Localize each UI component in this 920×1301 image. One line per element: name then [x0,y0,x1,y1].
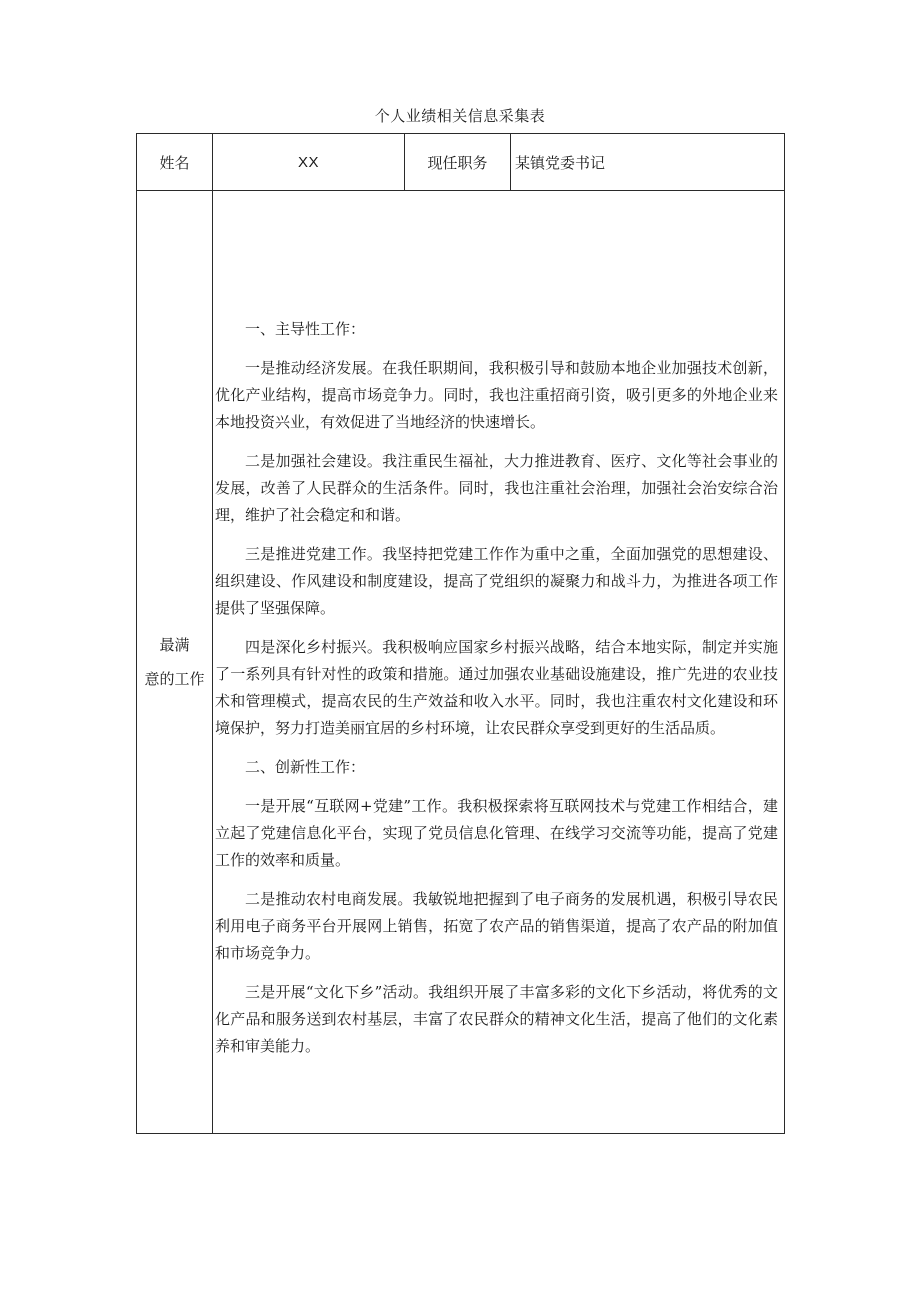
paragraph-society: 二是加强社会建设。我注重民生福祉，大力推进教育、医疗、文化等社会事业的发展，改善了人民群众的生活条件。同时，我也注重社会治理，加强社会治安综合治理，维护了社会稳定和和谐。 [215,452,778,524]
paragraph-rural-ecommerce: 二是推动农村电商发展。我敏锐地把握到了电子商务的发展机遇，积极引导农民利用电子商务平台开展网上销售，拓宽了农产品的销售渠道，提高了农产品的附加值和市场竞争力。 [215,890,778,962]
content-label-line2: 意的工作 [144,670,205,688]
content-label-line1: 最满 [159,636,190,654]
paragraph-party-building: 三是推进党建工作。我坚持把党建工作作为重中之重，全面加强党的思想建设、组织建设、作风建设和制度建设，提高了党组织的凝聚力和战斗力，为推进各项工作提供了坚强保障。 [215,545,778,617]
section-heading-innovative: 二、创新性工作： [245,758,366,776]
paragraph-economy: 一是推动经济发展。在我任职期间，我积极引导和鼓励本地企业加强技术创新，优化产业结构，提高市场竞争力。同时，我也注重招商引资，吸引更多的外地企业来本地投资兴业，有效促进了当地经济的快速增长。 [215,359,778,431]
content-cell [213,191,785,1134]
content-body [213,191,784,1060]
position-value: 某镇党委书记 [511,134,785,191]
form-title: 个人业绩相关信息采集表 [374,107,546,125]
name-value: XX [213,134,405,191]
content-label [144,628,204,696]
header-row [137,134,785,191]
section-heading-leading: 一、主导性工作： [245,320,366,338]
content-row [137,191,785,1134]
name-label: 姓名 [137,134,213,191]
content-label-cell [137,191,213,1134]
paragraph-internet-party: 一是开展“互联网+党建”工作。我积极探索将互联网技术与党建工作相结合，建立起了党建信息化平台，实现了党员信息化管理、在线学习交流等功能，提高了党建工作的效率和质量。 [215,797,778,869]
paragraph-culture-to-countryside: 三是开展“文化下乡”活动。我组织开展了丰富多彩的文化下乡活动，将优秀的文化产品和服务送到农村基层，丰富了农民群众的精神文化生活，提高了他们的文化素养和审美能力。 [215,983,778,1055]
paragraph-rural-revitalization: 四是深化乡村振兴。我积极响应国家乡村振兴战略，结合本地实际，制定并实施了一系列具有针对性的政策和措施。通过加强农业基础设施建设，推广先进的农业技术和管理模式，提高农民的生产效益和收入水平。同时，我也注重农村文化建设和环境保护，努力打造美丽宜居的乡村环境，让农民群众享受到更好的生活品质。 [215,638,778,737]
info-form-table [136,133,785,1134]
position-label: 现任职务 [405,134,511,191]
